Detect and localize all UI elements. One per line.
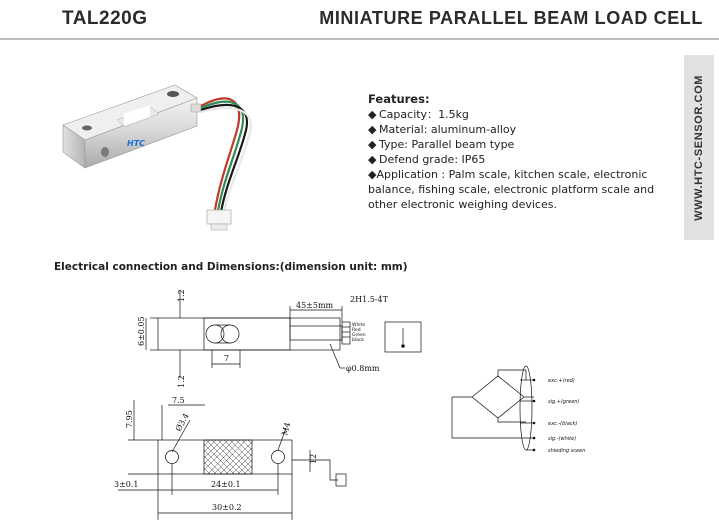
feature-material: Material: aluminum-alloy: [379, 123, 517, 136]
feature-application: Application : Palm scale, kitchen scale, electronic balance, fishing scale, electronic platform scale and other electronic weighing devices.: [368, 168, 655, 211]
feature-item: [368, 137, 668, 152]
product-title: MINIATURE PARALLEL BEAM LOAD CELL: [319, 8, 703, 28]
dim-1-2-top: 1.2: [177, 289, 186, 302]
dim-7-95: 7.95: [125, 410, 134, 428]
header-divider: [0, 38, 719, 40]
feature-capacity: Capacity：1.5kg: [379, 108, 469, 121]
conn-wire-black: black: [352, 338, 364, 343]
dimension-drawing: [0, 280, 719, 524]
section-title: Electrical connection and Dimensions:(dimension unit: mm): [54, 261, 408, 273]
dim-30: 30±0.2: [212, 503, 242, 512]
dim-hole: Ø3.4: [173, 411, 191, 433]
dim-7: 7: [224, 354, 230, 363]
dim-7-5: 7.5: [172, 396, 185, 405]
dim-1-2-bottom: 1.2: [177, 375, 186, 388]
model-number: TAL220G: [62, 8, 148, 29]
svg-text:HTC: HTC: [127, 139, 146, 148]
feature-item: [368, 167, 668, 212]
page-header: [0, 0, 719, 42]
bullet-icon: ◆: [368, 108, 377, 121]
dim-6: 6±0.05: [137, 316, 146, 346]
features-heading: Features:: [368, 92, 430, 106]
wiring-exc-plus: exc.+(red): [548, 378, 575, 384]
dim-connector: 2H1.5-4T: [350, 295, 388, 304]
dim-45: 45±5mm: [296, 301, 334, 310]
dim-12: 12: [309, 453, 318, 464]
feature-grade: Defend grade: IP65: [379, 153, 486, 166]
wiring-sig-minus: sig.-(white): [548, 436, 577, 442]
wiring-exc-minus: exc.-(black): [548, 421, 578, 427]
bullet-icon: ◆: [368, 153, 377, 166]
dim-wire: φ0.8mm: [346, 364, 380, 373]
load-cell-photo: [55, 70, 275, 240]
website-sidebar: [684, 55, 714, 240]
conn-wire-white: White: [352, 323, 366, 328]
features-block: [368, 92, 668, 212]
bridge-diagram: [472, 376, 524, 418]
dim-3: 3±0.1: [114, 480, 139, 489]
wiring-shield: shieding sceen: [548, 448, 586, 454]
conn-wire-green: Green: [352, 333, 366, 338]
bullet-icon: ◆: [368, 168, 377, 181]
beam-top-view: [158, 318, 340, 350]
dim-24: 24±0.1: [211, 480, 241, 489]
feature-type: Type: Parallel beam type: [379, 138, 515, 151]
website-label: WWW.HTC-SENSOR.COM: [693, 74, 705, 221]
feature-item: [368, 152, 668, 167]
bullet-icon: ◆: [368, 123, 377, 136]
feature-item: [368, 122, 668, 137]
conn-wire-red: Red: [352, 328, 361, 333]
bullet-icon: ◆: [368, 138, 377, 151]
dim-m4: M4: [280, 421, 293, 437]
wiring-sig-plus: sig.+(green): [548, 399, 580, 405]
feature-item: [368, 107, 668, 122]
